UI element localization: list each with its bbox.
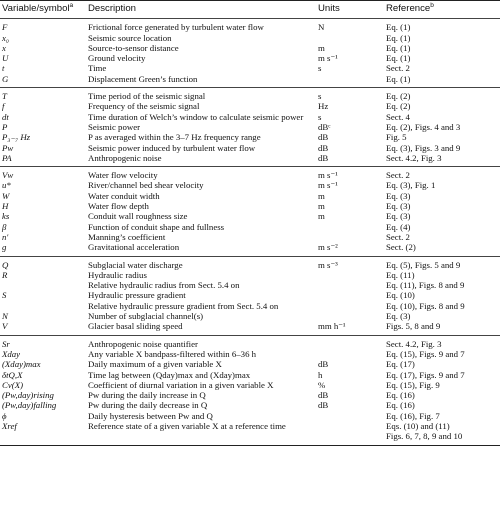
cell-symbol: (Pw,day)falling	[2, 400, 57, 411]
cell-units	[316, 280, 384, 290]
cell-description: Water flow depth	[88, 201, 149, 212]
cell-symbol: t	[2, 63, 5, 74]
cell-description: Reference state of a given variable X at a reference time	[88, 420, 286, 431]
cell-reference: Eq. (3)	[386, 190, 411, 201]
cell-description: Manning’s coefficient	[88, 231, 166, 242]
cell-symbol: PA	[0, 153, 86, 167]
table-row	[0, 222, 500, 232]
cell-units	[316, 431, 384, 445]
cell-description: Relative hydraulic radius from Sect. 5.4 on	[88, 280, 240, 291]
cell-reference: Eq. (10), Figs. 8 and 9	[386, 300, 465, 311]
header-description: Description	[86, 1, 316, 19]
cell-units: N	[318, 22, 325, 33]
cell-description: Hydraulic radius	[88, 269, 147, 280]
table-row	[0, 232, 500, 242]
cell-units: m	[318, 190, 325, 201]
table-row	[0, 390, 500, 400]
cell-symbol: N	[2, 311, 8, 322]
table-row	[0, 280, 500, 290]
cell-reference: Eq. (3), Fig. 1	[386, 180, 436, 191]
table-row	[0, 270, 500, 280]
table-row	[0, 180, 500, 190]
table-body	[0, 19, 500, 445]
cell-reference: Eq. (3)	[386, 311, 411, 322]
cell-reference: Eq. (1)	[386, 42, 411, 53]
cell-description: Water conduit width	[88, 190, 160, 201]
table-row	[0, 421, 500, 431]
cell-symbol: ks	[2, 211, 10, 222]
cell-reference: Fig. 5	[386, 132, 407, 143]
cell-description: Conduit wall roughness size	[88, 211, 188, 222]
cell-description: Frictional force generated by turbulent water flow	[88, 22, 264, 33]
cell-symbol: δtQ,X	[2, 369, 23, 380]
cell-description: Seismic source location	[88, 32, 172, 43]
cell-units: dB	[318, 390, 329, 401]
cell-units: h	[318, 369, 323, 380]
cell-reference: Eq. (1)	[386, 32, 411, 43]
cell-symbol: T	[2, 91, 7, 102]
cell-reference: Eq. (3), Figs. 3 and 9	[386, 142, 461, 153]
table-row	[0, 242, 500, 256]
cell-reference: Sect. 4	[386, 111, 410, 122]
cell-description: Anthropogenic noise quantifier	[88, 338, 198, 349]
cell-symbol: (Pw,day)rising	[2, 390, 54, 401]
cell-symbol	[0, 301, 86, 311]
table-row	[0, 400, 500, 410]
cell-symbol: ϕ	[2, 410, 7, 421]
cell-description: Time	[88, 63, 107, 74]
cell-units	[316, 74, 384, 88]
cell-units: m s⁻³	[318, 259, 338, 270]
cell-symbol: F	[2, 22, 8, 33]
cell-reference: Eq. (16), Fig. 7	[386, 410, 440, 421]
table-row	[0, 380, 500, 390]
cell-reference: Eq. (1)	[386, 53, 411, 64]
cell-symbol	[0, 431, 86, 445]
cell-reference: Eq. (15), Figs. 9 and 7	[386, 348, 465, 359]
cell-units: s	[318, 91, 322, 102]
cell-description: Relative hydraulic pressure gradient from Sect. 5.4 on	[88, 300, 279, 311]
cell-symbol: u*	[2, 180, 11, 191]
cell-units: m s⁻¹	[318, 170, 338, 181]
cell-units: m s⁻¹	[318, 180, 338, 191]
cell-units: dB	[318, 142, 329, 153]
cell-description: Pw during the daily increase in Q	[88, 390, 206, 401]
cell-symbol: Q	[2, 259, 9, 270]
cell-description: Coefficient of diurnal variation in a given variable X	[88, 379, 274, 390]
cell-units: s	[318, 111, 322, 122]
cell-description: Time period of the seismic signal	[88, 91, 206, 102]
cell-units: s	[318, 63, 322, 74]
cell-symbol	[0, 280, 86, 290]
cell-symbol: β	[2, 221, 7, 232]
cell-symbol: Vw	[2, 170, 14, 181]
table-row	[0, 101, 500, 111]
cell-symbol: U	[2, 53, 9, 64]
cell-reference: Eq. (11), Figs. 8 and 9	[386, 280, 465, 291]
cell-description: Anthropogenic noise	[86, 153, 316, 167]
cell-symbol: x	[2, 42, 6, 53]
cell-units: Hz	[318, 101, 329, 112]
cell-units	[316, 421, 384, 431]
cell-reference: Sect. (2)	[384, 242, 500, 256]
table-row	[0, 321, 500, 335]
cell-units: mm h⁻¹	[316, 321, 384, 335]
cell-units	[316, 301, 384, 311]
cell-symbol: Cv(X)	[2, 379, 24, 390]
cell-reference: Sect. 2	[386, 170, 410, 181]
cell-symbol: Pw	[2, 142, 14, 153]
cell-units: %	[318, 379, 326, 390]
cell-units: dB	[318, 132, 329, 143]
table-row	[0, 33, 500, 43]
cell-reference: Eq. (17)	[386, 359, 415, 370]
table-row	[0, 211, 500, 221]
cell-reference: Eq. (4)	[386, 221, 411, 232]
table-row	[0, 311, 500, 321]
cell-symbol: n′	[2, 231, 9, 242]
cell-symbol: V	[0, 321, 86, 335]
cell-units	[316, 349, 384, 359]
cell-symbol: (Xday)max	[2, 359, 41, 370]
cell-units	[316, 222, 384, 232]
table-header-row	[0, 1, 500, 19]
cell-reference: Sect. 4.2, Fig. 3	[386, 338, 442, 349]
cell-reference: Figs. 5, 8 and 9	[384, 321, 500, 335]
cell-symbol: P₃₋₇ Hz	[2, 132, 31, 143]
cell-reference: Eq. (1)	[386, 22, 411, 33]
table-row	[0, 63, 500, 73]
cell-reference: Sect. 4.2, Fig. 3	[384, 153, 500, 167]
cell-description: Time duration of Welch’s window to calculate seismic power	[88, 111, 304, 122]
cell-units: m s⁻²	[316, 242, 384, 256]
cell-description: Daily hysteresis between Pw and Q	[88, 410, 213, 421]
cell-description: Ground velocity	[88, 53, 146, 64]
cell-description: Any variable X bandpass-filtered within 6–36 h	[88, 348, 257, 359]
table-row	[0, 153, 500, 167]
header-units: Units	[316, 1, 384, 19]
cell-reference: Eq. (2), Figs. 4 and 3	[386, 121, 461, 132]
cell-units: dB	[316, 153, 384, 167]
cell-description: Daily maximum of a given variable X	[88, 359, 222, 370]
cell-symbol: R	[2, 269, 8, 280]
cell-description: Gravitational acceleration	[86, 242, 316, 256]
table-row	[0, 256, 500, 270]
table-row	[0, 74, 500, 88]
cell-units	[316, 270, 384, 280]
cell-reference: Eq. (5), Figs. 5 and 9	[386, 259, 461, 270]
table-row	[0, 201, 500, 211]
cell-description: Number of subglacial channel(s)	[88, 311, 204, 322]
cell-symbol: S	[2, 290, 7, 301]
table-row	[0, 370, 500, 380]
cell-symbol: G	[0, 74, 86, 88]
table-row	[0, 349, 500, 359]
table-row	[0, 359, 500, 369]
cell-description: Hydraulic pressure gradient	[88, 290, 186, 301]
table-row	[0, 290, 500, 300]
cell-reference: Eqs. (10) and (11)	[386, 420, 450, 431]
cell-units: dBᶜ	[318, 121, 331, 132]
cell-reference: Eq. (11)	[386, 269, 415, 280]
cell-units: m	[318, 42, 325, 53]
table-row	[0, 122, 500, 132]
cell-units	[316, 311, 384, 321]
cell-reference: Eq. (3)	[386, 201, 411, 212]
table-row	[0, 132, 500, 142]
cell-description: Glacier basal sliding speed	[86, 321, 316, 335]
cell-reference: Eq. (16)	[386, 390, 415, 401]
cell-description: Subglacial water discharge	[88, 259, 183, 270]
cell-symbol: P	[2, 121, 8, 132]
cell-units	[316, 232, 384, 242]
cell-symbol: dt	[2, 111, 9, 122]
cell-symbol: f	[2, 101, 5, 112]
cell-reference: Figs. 6, 7, 8, 9 and 10	[384, 431, 500, 445]
table-row	[0, 335, 500, 349]
cell-symbol: g	[0, 242, 86, 256]
cell-reference: Eq. (15), Fig. 9	[386, 379, 440, 390]
cell-symbol: Xday	[2, 348, 21, 359]
header-reference: Reference$^b$	[384, 1, 500, 19]
cell-description: P as averaged within the 3–7 Hz frequency range	[88, 132, 261, 143]
cell-reference: Eq. (16)	[386, 400, 415, 411]
table-row	[0, 143, 500, 153]
cell-symbol: x₀	[2, 32, 9, 43]
cell-reference: Eq. (3)	[386, 211, 411, 222]
cell-units	[316, 33, 384, 43]
cell-description: River/channel bed shear velocity	[88, 180, 204, 191]
table-row	[0, 167, 500, 181]
cell-units	[316, 335, 384, 349]
cell-units: m	[318, 201, 325, 212]
cell-reference: Eq. (2)	[386, 91, 411, 102]
cell-units: dB	[318, 400, 329, 411]
cell-description: Function of conduit shape and fullness	[88, 221, 225, 232]
cell-units	[316, 411, 384, 421]
table-row	[0, 431, 500, 445]
cell-description: Source-to-sensor distance	[88, 42, 179, 53]
cell-description	[86, 431, 316, 445]
cell-description: Water flow velocity	[88, 170, 158, 181]
cell-reference: Eq. (1)	[384, 74, 500, 88]
cell-description: Seismic power induced by turbulent water flow	[88, 142, 256, 153]
table-row	[0, 191, 500, 201]
cell-reference: Eq. (2)	[386, 101, 411, 112]
cell-description: Seismic power	[88, 121, 141, 132]
cell-description: Pw during the daily decrease in Q	[88, 400, 208, 411]
cell-symbol: H	[2, 201, 9, 212]
table-row	[0, 301, 500, 311]
cell-units: m	[318, 211, 325, 222]
cell-symbol: Sr	[2, 338, 10, 349]
cell-units: m s⁻¹	[318, 53, 338, 64]
cell-units: dB	[318, 359, 329, 370]
cell-symbol: Xref	[2, 420, 17, 431]
cell-reference: Eq. (10)	[386, 290, 415, 301]
cell-symbol: W	[2, 190, 10, 201]
cell-reference: Sect. 2	[386, 63, 410, 74]
table-row	[0, 411, 500, 421]
table-row	[0, 88, 500, 102]
table-row	[0, 43, 500, 53]
header-symbol: Variable/symbol$^a$	[0, 1, 86, 19]
cell-description: Frequency of the seismic signal	[88, 101, 200, 112]
cell-reference: Eq. (17), Figs. 9 and 7	[386, 369, 465, 380]
cell-units	[316, 290, 384, 300]
table-row	[0, 112, 500, 122]
cell-description: Displacement Green’s function	[86, 74, 316, 88]
table-row	[0, 19, 500, 33]
cell-reference: Sect. 2	[386, 231, 410, 242]
cell-description: Time lag between (Qday)max and (Xday)max	[88, 369, 251, 380]
table-row	[0, 53, 500, 63]
